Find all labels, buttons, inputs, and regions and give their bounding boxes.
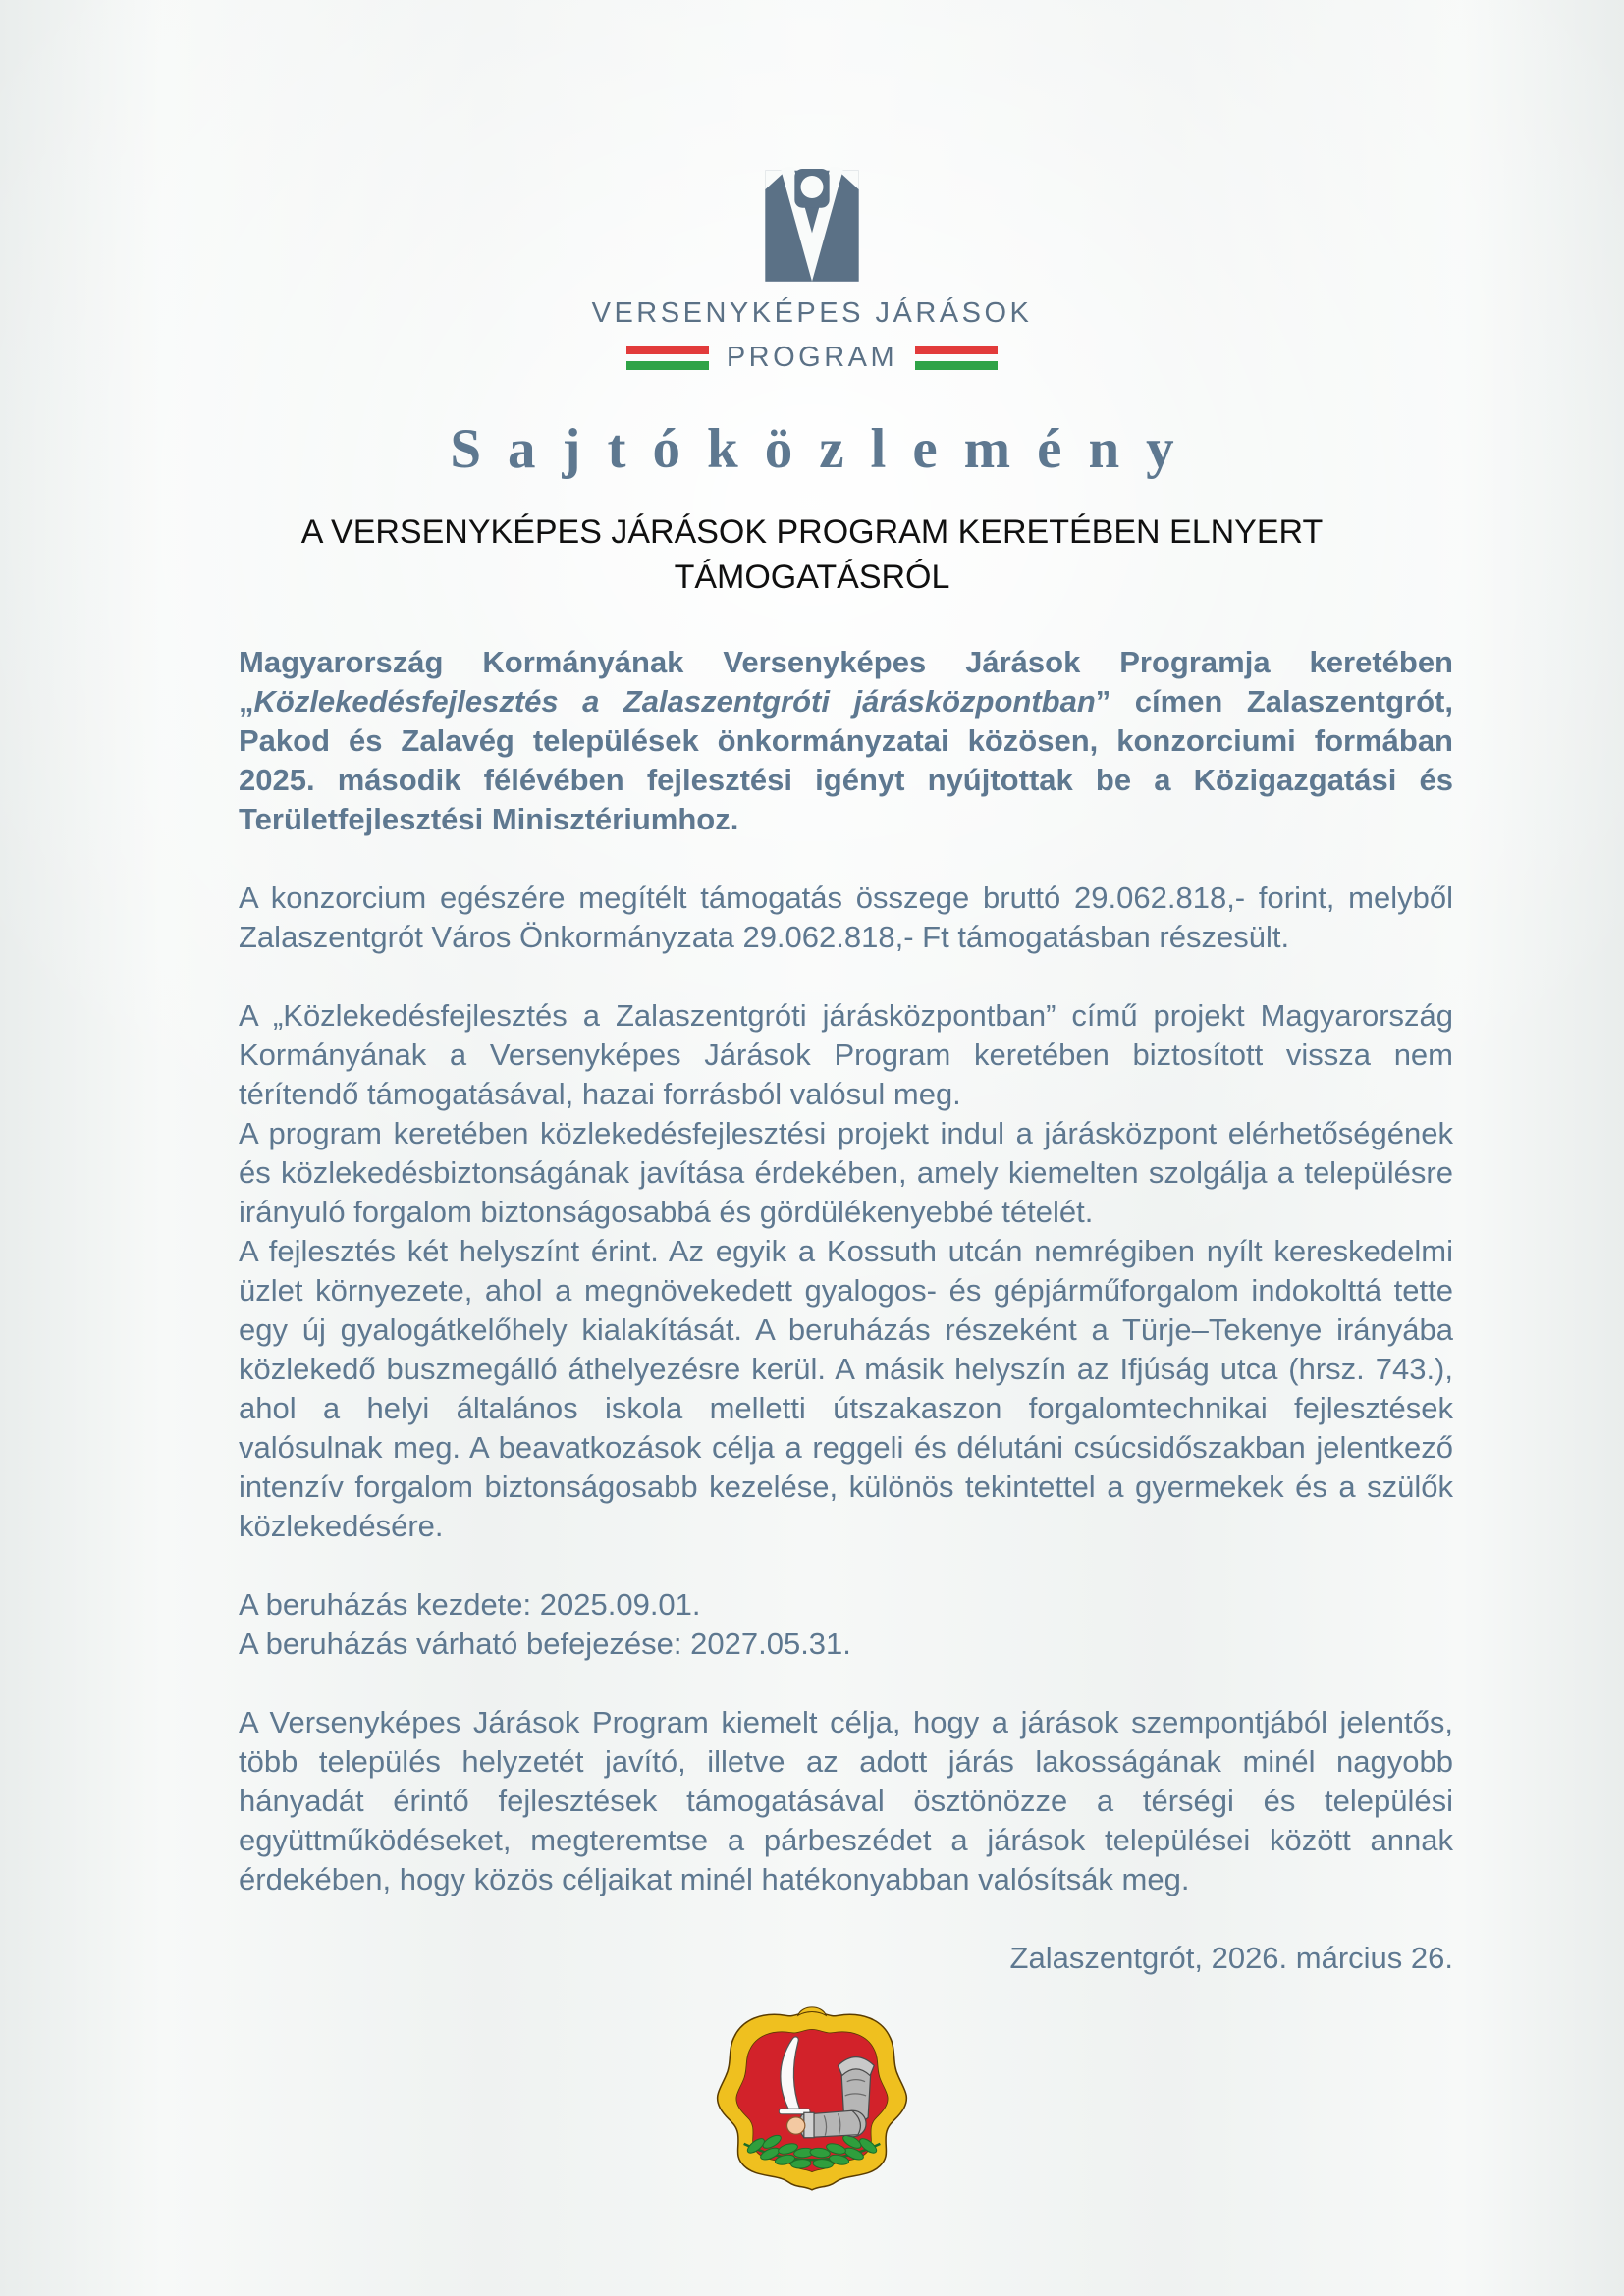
zalaszentgrot-coat-of-arms-icon [712,2003,912,2196]
start-date-line: A beruházás kezdete: 2025.09.01. [239,1587,701,1622]
hungarian-flag-stripes-left-icon [626,346,709,370]
dateline: Zalaszentgrót, 2026. március 26. [1009,1941,1453,1975]
hungarian-flag-stripes-right-icon [915,346,998,370]
program-logo [0,0,1624,374]
press-release-title: Sajtóközlemény [450,418,1201,480]
press-release-subtitle: A VERSENYKÉPES JÁRÁSOK PROGRAM KERETÉBEN ELNYERT TÁMOGATÁSRÓL [300,513,1324,596]
project-funding-paragraph: A „Közlekedésfejlesztés a Zalaszentgróti járásközpontban” című projekt Magyarország Kormányának a Versenyképes Járások Program keretében biztosított vissza nem térítendő támogatásával, hazai forrásból valósul meg. [239,998,1453,1111]
program-mission-paragraph: A Versenyképes Járások Program kiemelt célja, hogy a járások szempontjából jelentős, több település helyzetét javító, illetve az adott járás lakosságának minél nagyobb hányadát érintő fejlesztések támogatásával ösztönözze a térségi és települési együttműködéseket, megteremtse a párbeszédet a járások települései között annak érdekében, hogy közös céljaikat minél hatékonyabban valósítsák meg. [239,1705,1453,1896]
logo-name-text: VERSENYKÉPES JÁRÁSOK [591,297,1033,329]
project-locations-paragraph: A fejlesztés két helyszínt érint. Az egyik a Kossuth utcán nemrégiben nyílt kereskedelmi üzlet környezete, ahol a megnövekedett gyalogos- és gépjárműforgalom indokolttá tette egy új gyalogátkelőhely kialakítását. A beruházás részeként a Türje–Tekenye irányába közlekedő buszmegálló áthelyezésre kerül. A másik helyszín az Ifjúság utca (hrsz. 743.), ahol a helyi általános iskola melletti útszakaszon forgalomtechnikai fejlesztések valósulnak meg. A beavatkozások célja a reggeli és délutáni csúcsidőszakban jelentkező intenzív forgalom biztonságosabb kezelése, különös tekintettel a gyermekek és a szülők közlekedésére. [239,1234,1453,1543]
logo-program-text: PROGRAM [726,342,898,373]
location-pin-icon [760,167,864,282]
body-paragraphs [0,600,1624,1978]
intro-paragraph: Magyarország Kormányának Versenyképes Járások Programja keretében „Közlekedésfejlesztés a Zalaszentgróti járásközpontban” címen Zalaszentgrót, Pakod és Zalavég települések önkormányzatai közösen, konzorciumi formában 2025. második félévében fejlesztési igényt nyújtottak be a Közigazgatási és Területfejlesztési Minisztériumhoz. [239,645,1453,836]
footer [0,2003,1624,2196]
grant-amount-paragraph: A konzorcium egészére megítélt támogatás összege bruttó 29.062.818,- forint, melyből Zalaszentgrót Város Önkormányzata 29.062.818,- Ft támogatásban részesült. [239,881,1453,954]
end-date-line: A beruházás várható befejezése: 2027.05.31. [239,1627,851,1661]
logo-program-row [626,342,998,374]
project-goal-paragraph: A program keretében közlekedésfejlesztési projekt indul a járásközpont elérhetőségének és közlekedésbiztonságának javítása érdekében, amely kiemelten szolgálja a településre irányuló forgalom biztonságosabbá és gördülékenyebbé tételét. [239,1116,1453,1229]
